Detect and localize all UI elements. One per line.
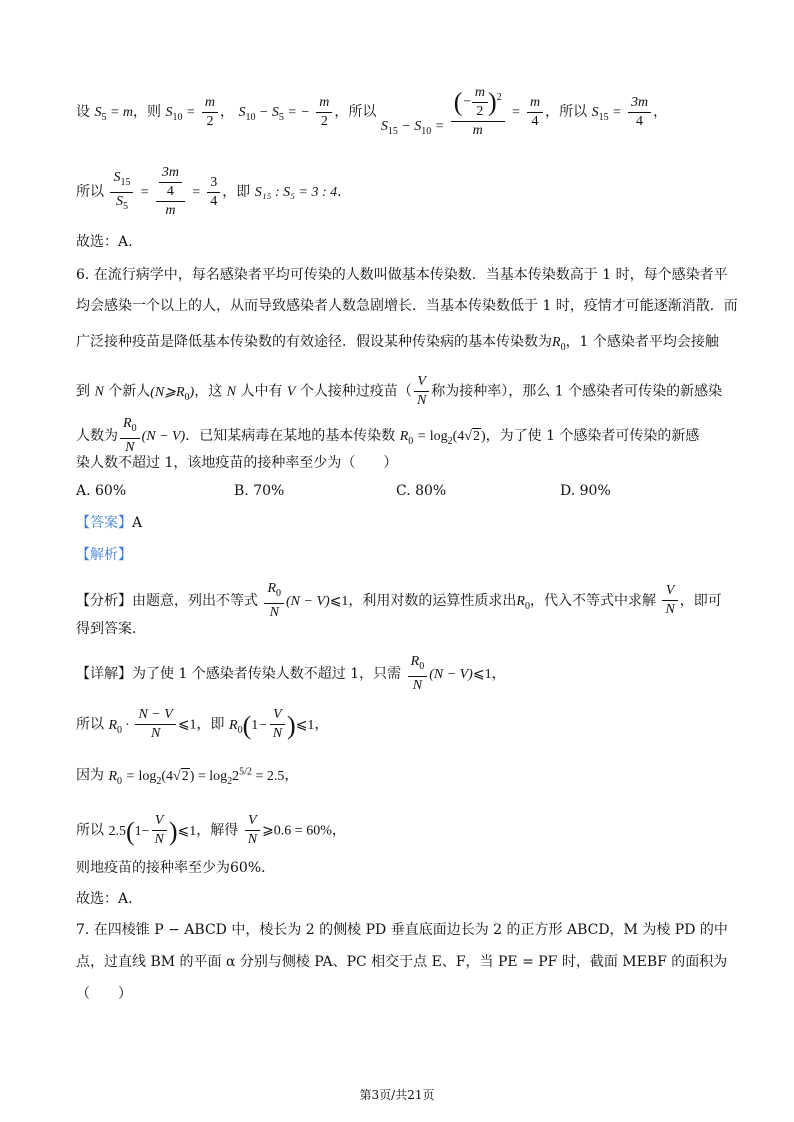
text: 人中有 (240, 383, 283, 400)
q6-line3 (76, 332, 719, 358)
q7-line2: 点，过直线 BM 的平面 α 分别与侧棱 PA、PC 相交于点 E、F，当 PE = PF 时，截面 MEBF 的面积为 (76, 954, 728, 970)
text: ，利用对数的运算性质求出 (348, 592, 517, 609)
text: ， (284, 767, 299, 784)
text: 为了使 1 个感染者传染人数不超过 1，只需 (132, 665, 402, 682)
text: 【解析】 (76, 547, 132, 563)
step2-line: 因为 $R_0 = \log_2(4√2) = \log_22^{5/2} = 2.5$， (76, 766, 299, 787)
frac-v-n: $\frac{V}{N}$ (414, 373, 429, 410)
text: 广泛接种疫苗是降低基本传染数的有效途径．假设某种传染病的基本传染数为 (76, 334, 552, 350)
step1-line: 所以 $R_0$ · $\frac{N - V}{N}$ ⩽1，即 $R_0(1-$ $\frac{V}{N}$ )⩽1， (76, 707, 329, 741)
text: ．已知某病毒在某地的基本传染数 (185, 427, 396, 444)
math-s10-s5: $S_{10} - S_5$ = − (238, 105, 310, 123)
text: ，解得 (196, 822, 239, 839)
math-s15-s10: $S_{15} - S_{10}$ = (380, 119, 445, 137)
text: ， (491, 665, 506, 682)
math-s10: $S_{10}$ = (165, 105, 196, 123)
text: ，1 个感染者平均会接触 (565, 334, 719, 350)
q6-line5: 人数为 $\frac{R_0}{N}$ (N − V)．已知某病毒在某地的基本传染数 $R_0 = \log_2(4√2)$，为了使 1 个感染者可传染的新感 (76, 416, 700, 455)
text: ，这 (194, 383, 223, 400)
frac-r0-n: $\frac{R_0}{N}$ (120, 415, 140, 457)
text: ， (331, 822, 346, 839)
option-a: A. 60% (76, 483, 127, 499)
fenxi-line1: 【分析】由题意，列出不等式 $\frac{R_0}{N}$ (N − V)⩽1，利用对数的运算性质求出$R_0$，代入不等式中求解 $\frac{V}{N}$ ，即可 (76, 581, 722, 620)
math-r0-log: $R_0 = \log_2(4√2)$ (399, 428, 486, 447)
q6-line4: 到 N 个新人$(N⩾R_0)$，这 N 人中有 V 个人接种过疫苗（ $\frac{V}{N}$ 称为接种率），那么 1 个感染者可传染的新感染 (76, 374, 723, 408)
text: ， (653, 104, 668, 120)
text: ，即 (222, 184, 251, 200)
text: ，所以 (334, 104, 377, 120)
xiangjie-line: 【详解】为了使 1 个感染者传染人数不超过 1，只需 $\frac{R_0}{N}$ (N − V)⩽1， (76, 654, 506, 693)
math-r0: $R_0$ (552, 335, 566, 353)
option-c: C. 80% (396, 483, 447, 499)
text: ， (220, 104, 234, 120)
q5-line2: 所以 $\frac{S_{15}}{S_5}$ = $\frac{\frac{3m}{4}}{m}$ = $\frac{3}{4}$ ，即 S₁₅ : S₅ = 3 : 4. (76, 165, 342, 218)
frac-m-2: $\frac{m}{2}$ (202, 94, 218, 131)
tag: 【分析】 (76, 592, 132, 609)
frac-v-n-2: $\frac{V}{N}$ (662, 582, 677, 619)
frac-v-n-3: $\frac{V}{N}$ (270, 706, 285, 743)
q7-line1: 7. 在四棱锥 P − ABCD 中，棱长为 2 的侧棱 PD 垂直底面边长为 2 的正方形 ABCD，M 为棱 PD 的中 (76, 922, 728, 938)
text: 所以 (76, 822, 104, 839)
text: ，代入不等式中求解 (529, 592, 656, 609)
math-eq: = (511, 105, 521, 120)
option-b: B. 70% (234, 483, 285, 499)
math-s5: $S_5 = m$ (94, 105, 134, 123)
frac-s15-s5: $\frac{S_{15}}{S_5}$ (110, 169, 133, 216)
text: 所以 (76, 184, 104, 200)
text: 因为 (76, 767, 104, 784)
page-footer: 第3页/共21页 (359, 1088, 435, 1102)
text: ，即可 (679, 592, 722, 609)
math-ratio: S₁₅ : S₅ = 3 : 4 (254, 185, 338, 200)
fenxi-line2: 得到答案． (76, 621, 146, 637)
math-n-ge-r0: $(N⩾R_0)$ (150, 384, 195, 403)
frac-r0-n-3: $\frac{R_0}{N}$ (408, 653, 428, 695)
text: 设 (76, 104, 90, 120)
text: 到 (76, 383, 90, 400)
text: 个新人 (108, 383, 151, 400)
frac-m-4: $\frac{m}{4}$ (527, 94, 543, 131)
text: ，即 (196, 716, 225, 733)
text: 称为接种率），那么 1 个感染者可传染的新感染 (431, 383, 723, 400)
frac-v-n-4: $\frac{V}{N}$ (152, 812, 167, 849)
frac-v-n-5: $\frac{V}{N}$ (245, 812, 260, 849)
tag: 【详解】 (76, 665, 132, 682)
text: ，所以 (545, 104, 588, 120)
text: ，为了使 1 个感染者可传染的新感 (485, 427, 700, 444)
q5-choice: 故选：A. (76, 234, 133, 250)
frac-3m-4: $\frac{3m}{4}$ (628, 94, 651, 131)
math-s15: $S_{15}$ = (591, 105, 622, 123)
text: 所以 (76, 716, 104, 733)
q6-line1: 6. 在流行病学中，每名感染者平均可传染的人数叫做基本传染数．当基本传染数高于 1 时，每个感染者平 (76, 267, 728, 283)
text: 由题意，列出不等式 (132, 592, 258, 609)
analysis-tag (76, 545, 132, 565)
frac-big: (− $\frac{m}{2}$ )$^2$ m (451, 84, 505, 140)
conclusion: 则地疫苗的接种率至少为60%． (76, 860, 276, 876)
q7-line3: （ ） (76, 986, 132, 1002)
frac-r0-n-2: $\frac{R_0}{N}$ (264, 580, 284, 622)
text: . (337, 184, 342, 200)
text: 人数为 (76, 427, 118, 444)
q5-line1 (76, 84, 667, 140)
frac-3-4: $\frac{3}{4}$ (207, 174, 220, 211)
text: ，则 (133, 104, 162, 120)
answer-row (76, 513, 142, 533)
step3-line: 所以 2.5(1− $\frac{V}{N}$ )⩽1，解得 $\frac{V}{N}$ ⩾0.6 = 60%， (76, 813, 346, 847)
q6-line2: 均会感染一个以上的人，从而导致感染者人数急剧增长．当基本传染数低于 1 时，疫情才可能逐渐消散．而 (76, 298, 738, 314)
frac-nested: $\frac{\frac{3m}{4}}{m}$ (156, 164, 185, 220)
option-d: D. 90% (560, 483, 611, 499)
answer-tag: 【答案】 (76, 515, 132, 531)
text: ， (314, 716, 329, 733)
frac-m-2b: $\frac{m}{2}$ (316, 94, 332, 131)
answer-value: A (132, 515, 143, 531)
q6-line6: 染人数不超过 1，该地疫苗的接种率至少为（ ） (76, 455, 398, 471)
text: 个人接种过疫苗（ (299, 383, 412, 400)
frac-nv-n: $\frac{N - V}{N}$ (135, 706, 175, 743)
q6-choice: 故选：A. (76, 891, 133, 907)
